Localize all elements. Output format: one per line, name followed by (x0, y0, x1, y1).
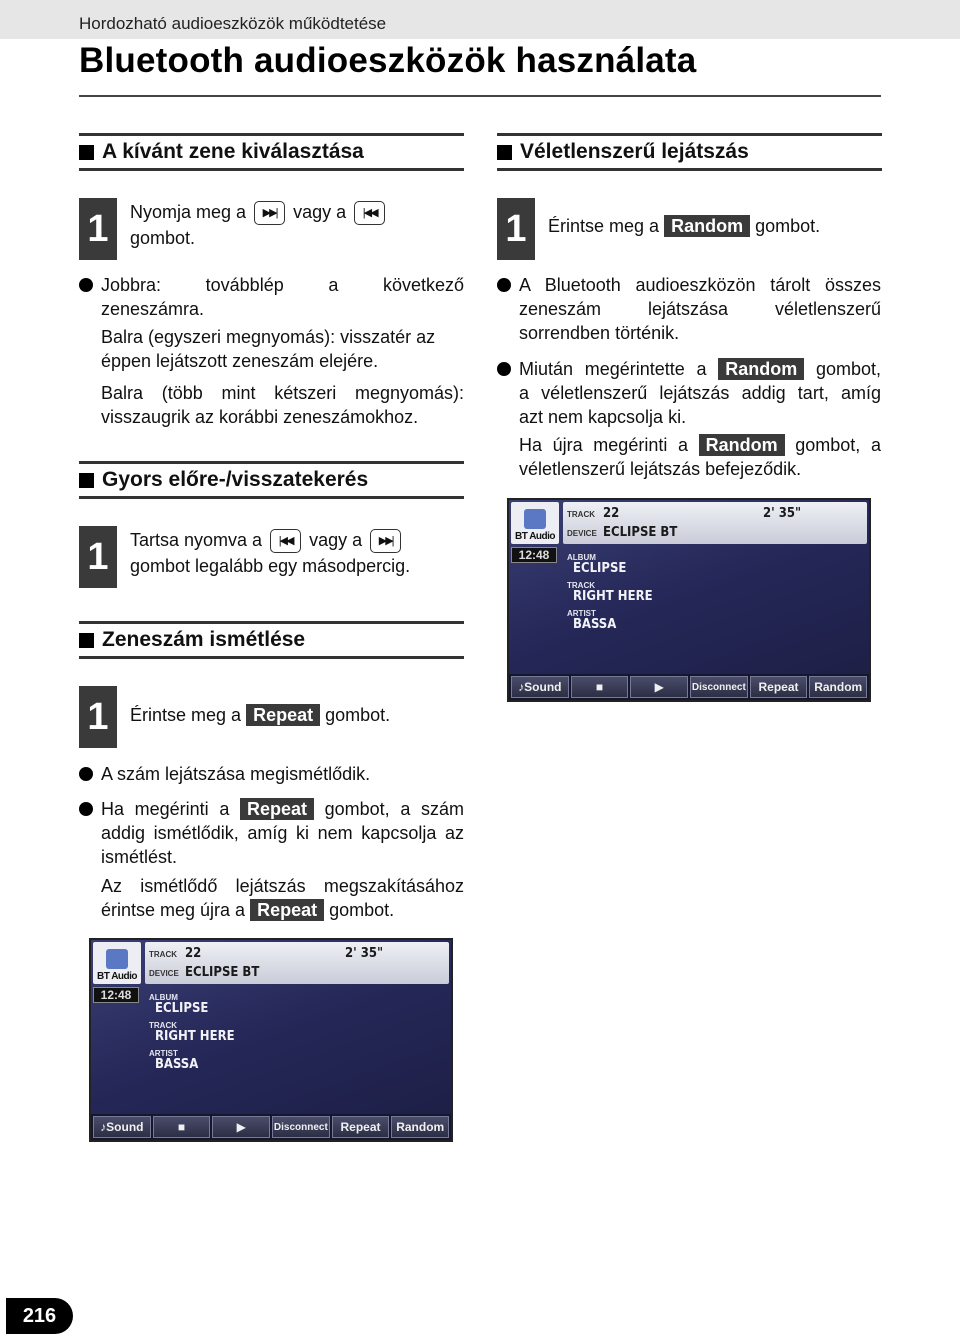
section-heading-repeat (79, 621, 464, 659)
bullet-line: Jobbra: továbblép a következő (101, 275, 464, 295)
page-number: 216 (6, 1298, 73, 1334)
bt-audio-screen-right (507, 498, 871, 702)
square-bullet-icon (79, 145, 94, 160)
repeat-button[interactable]: Repeat (750, 676, 808, 698)
step-text-a: Érintse meg a (548, 216, 660, 236)
album-name: ECLIPSE (155, 1001, 209, 1016)
device-label: DEVICE (149, 969, 179, 978)
bullet-left-single (101, 325, 464, 373)
step-text-b: gombot. (325, 705, 391, 725)
play-button[interactable]: ▶ (630, 676, 688, 698)
breadcrumb: Hordozható audioeszközök működtetése (79, 14, 387, 33)
bullet-line: ismétlést. (101, 847, 178, 867)
square-bullet-icon (79, 633, 94, 648)
artist-label: ARTIST (567, 609, 596, 618)
section-heading-random (497, 133, 882, 171)
bullet-line: A szám lejátszása megismétlődik. (101, 764, 371, 784)
disconnect-button[interactable]: Disconnect (272, 1116, 330, 1138)
step-text-a: Nyomja meg a (130, 202, 247, 222)
sound-button[interactable]: ♪Sound (93, 1116, 151, 1138)
bullet-text-b: gombot, a (795, 435, 881, 455)
step-text-b: gombot. (755, 216, 821, 236)
title-rule (79, 95, 881, 97)
clock: 12:48 (93, 987, 139, 1003)
section-heading-fast-forward (79, 461, 464, 499)
device-name: ECLIPSE BT (185, 965, 260, 980)
bullet-line (519, 433, 881, 457)
clock: 12:48 (511, 547, 557, 563)
repeat-button-label: Repeat (240, 798, 314, 820)
next-track-icon: ▶▶| (370, 529, 401, 553)
bullet-line: Balra (több mint kétszeri megnyomás): (101, 383, 464, 403)
square-bullet-icon (79, 473, 94, 488)
bullet-line: azt nem kapcsolja ki. (519, 407, 687, 427)
prev-track-icon: |◀◀ (270, 529, 301, 553)
album-label: ALBUM (149, 993, 178, 1002)
bullet-text-b: gombot, (815, 359, 881, 379)
bullet-line: véletlenszerű lejátszás befejeződik. (519, 459, 802, 479)
step-number: 1 (79, 526, 117, 588)
album-label: ALBUM (567, 553, 596, 562)
bullet-line: A Bluetooth audioeszközön tárolt összes (519, 275, 881, 295)
repeat-button[interactable]: Repeat (332, 1116, 390, 1138)
bullet-random-all (519, 273, 881, 345)
random-button-label: Random (699, 434, 785, 456)
prev-track-icon: |◀◀ (354, 201, 385, 225)
random-button-label: Random (664, 215, 750, 237)
stop-button[interactable]: ■ (571, 676, 629, 698)
bullet-line: visszaugrik az korábbi zeneszámokhoz. (101, 407, 419, 427)
bullet-line: sorrendben történik. (519, 323, 680, 343)
track-name: RIGHT HERE (155, 1029, 235, 1044)
page-title: Bluetooth audioeszközök használata (79, 41, 697, 80)
track-label: TRACK (149, 950, 177, 959)
stop-button[interactable]: ■ (153, 1116, 211, 1138)
step-instruction (548, 213, 883, 239)
bullet-repeat-until-off (101, 797, 464, 869)
track-label: TRACK (567, 510, 595, 519)
section-heading-text: Gyors előre-/visszatekerés (102, 468, 369, 491)
bullet-text-a: érintse meg újra a (101, 900, 246, 920)
artist-name: BASSA (155, 1057, 199, 1072)
bt-audio-screen-left (89, 938, 453, 1142)
step-instruction (130, 199, 465, 251)
step-text-c: gombot legalább egy másodpercig. (130, 556, 411, 577)
random-button-label: Random (718, 358, 804, 380)
step-text-b: vagy a (293, 202, 347, 222)
phone-icon (524, 509, 546, 529)
step-text-b: vagy a (309, 530, 363, 550)
elapsed-time: 2' 35" (763, 506, 802, 521)
bullet-random-until-off (519, 357, 881, 429)
artist-name: BASSA (573, 617, 617, 632)
step-number: 1 (79, 198, 117, 260)
album-name: ECLIPSE (573, 561, 627, 576)
bullet-right (101, 273, 464, 321)
bullet-line (101, 898, 464, 922)
track-info-panel (563, 502, 867, 544)
step-text-c: gombot. (130, 228, 196, 249)
bullet-line: addig ismétlődik, amíg ki nem kapcsolja az (101, 823, 464, 843)
bullet-text-a: Ha megérinti a (101, 799, 230, 819)
device-name: ECLIPSE BT (603, 525, 678, 540)
bullet-repeat-cancel (101, 874, 464, 922)
bullet-text-b: gombot, a szám (324, 799, 464, 819)
step-instruction (130, 527, 465, 579)
elapsed-time: 2' 35" (345, 946, 384, 961)
bullet-line (101, 797, 464, 821)
track-info-panel (145, 942, 449, 984)
bullet-line: a véletlenszerű lejátszás addig tart, amíg (519, 383, 881, 403)
section-heading-text: Zeneszám ismétlése (102, 628, 306, 651)
repeat-button-label: Repeat (250, 899, 324, 921)
step-number: 1 (497, 198, 535, 260)
bullet-text-b: gombot. (329, 900, 395, 920)
bullet-line: zeneszámra. (101, 299, 205, 319)
play-button[interactable]: ▶ (212, 1116, 270, 1138)
step-instruction (130, 702, 465, 728)
next-track-icon: ▶▶| (254, 201, 285, 225)
sound-button[interactable]: ♪Sound (511, 676, 569, 698)
step-number: 1 (79, 686, 117, 748)
bullet-left-multi (101, 381, 464, 429)
bullet-text-a: Ha újra megérinti a (519, 435, 688, 455)
repeat-button-label: Repeat (246, 704, 320, 726)
random-button[interactable]: Random (809, 676, 867, 698)
section-heading-select-music (79, 133, 464, 171)
artist-label: ARTIST (149, 1049, 178, 1058)
track-name-label: TRACK (149, 1021, 177, 1030)
track-number: 22 (185, 946, 202, 961)
bt-audio-logo (511, 502, 559, 544)
logo-text: BT Audio (514, 531, 556, 542)
bullet-repeat-once (101, 762, 464, 786)
track-number: 22 (603, 506, 620, 521)
bullet-text-a: Miután megérintette a (519, 359, 707, 379)
screen-button-bar (509, 674, 869, 700)
section-heading-text: A kívánt zene kiválasztása (102, 140, 364, 163)
square-bullet-icon (497, 145, 512, 160)
device-label: DEVICE (567, 529, 597, 538)
bullet-line: Balra (egyszeri megnyomás): visszatér az (101, 327, 436, 347)
disconnect-button[interactable]: Disconnect (690, 676, 748, 698)
screen-button-bar (91, 1114, 451, 1140)
logo-text: BT Audio (96, 971, 138, 982)
step-text-a: Érintse meg a (130, 705, 242, 725)
section-heading-text: Véletlenszerű lejátszás (520, 140, 749, 163)
step-text-a: Tartsa nyomva a (130, 530, 263, 550)
phone-icon (106, 949, 128, 969)
bullet-line: Az ismétlődő lejátszás megszakításához (101, 876, 464, 896)
track-name-label: TRACK (567, 581, 595, 590)
bullet-line: zeneszám lejátszása véletlenszerű (519, 299, 881, 319)
bullet-line (519, 357, 881, 381)
bt-audio-logo (93, 942, 141, 984)
bullet-random-cancel (519, 433, 881, 481)
random-button[interactable]: Random (391, 1116, 449, 1138)
bullet-line: éppen lejátszott zeneszám elejére. (101, 351, 379, 371)
track-name: RIGHT HERE (573, 589, 653, 604)
